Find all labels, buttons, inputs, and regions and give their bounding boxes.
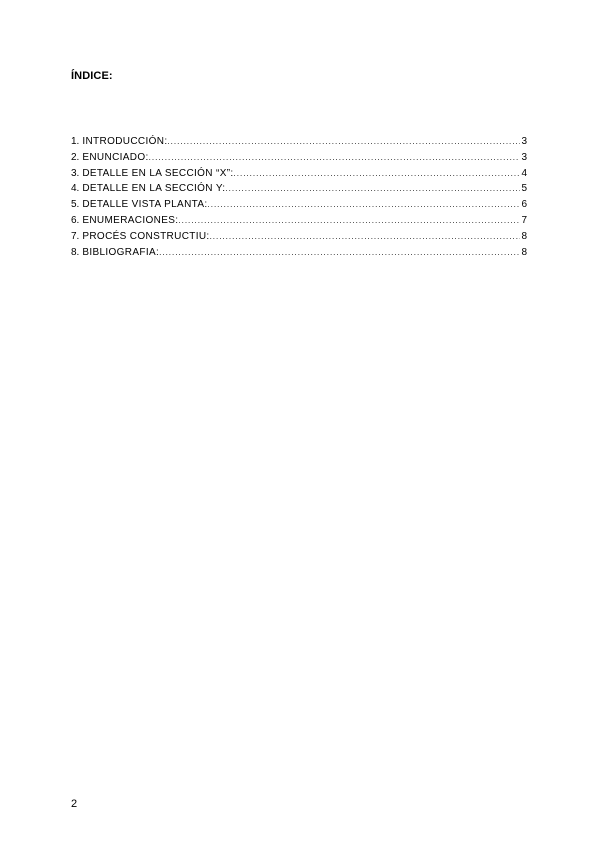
toc-entry-title: DETALLE EN LA SECCIÓN Y: — [82, 183, 226, 195]
toc-dot-leader — [210, 229, 521, 245]
toc-entry-seccion-x[interactable] — [71, 166, 527, 182]
toc-dot-leader — [208, 197, 521, 213]
toc-dot-leader — [149, 150, 521, 166]
toc-entry-introduccion[interactable] — [71, 134, 527, 150]
toc-entry-bibliografia[interactable] — [71, 245, 527, 261]
toc-entry-page: 3 — [521, 151, 527, 163]
toc-entry-enunciado[interactable] — [71, 150, 527, 166]
toc-entry-page: 8 — [521, 246, 527, 258]
toc-dot-leader — [178, 213, 520, 229]
toc-entry-number: 5. — [71, 199, 80, 211]
toc-entry-page: 3 — [521, 136, 527, 147]
toc-dot-leader — [159, 245, 520, 261]
toc-entry-title: INTRODUCCIÓN: — [82, 136, 168, 147]
toc-entry-number: 4. — [71, 183, 80, 195]
toc-dot-leader — [225, 181, 520, 197]
toc-entry-page: 6 — [521, 199, 527, 211]
toc-entry-number: 1. — [71, 136, 80, 147]
toc-entry-title: DETALLE VISTA PLANTA: — [82, 199, 208, 211]
toc-entry-title: PROCÉS CONSTRUCTIU: — [82, 230, 210, 242]
toc-entry-page: 5 — [521, 183, 527, 195]
toc-entry-title: ENUNCIADO: — [82, 151, 149, 163]
toc-dot-leader — [167, 134, 520, 150]
toc-entry-page: 8 — [521, 230, 527, 242]
toc-entry-vista-planta[interactable] — [71, 197, 527, 213]
toc-entry-title: BIBLIOGRAFIA: — [82, 246, 160, 258]
toc-entry-number: 2. — [71, 151, 80, 163]
toc-entry-page: 7 — [521, 214, 527, 226]
toc-entry-title: DETALLE EN LA SECCIÓN “X”: — [82, 167, 234, 179]
toc-dot-leader — [234, 166, 521, 182]
toc-entry-number: 7. — [71, 230, 80, 242]
toc-entry-title: ENUMERACIONES: — [82, 214, 179, 226]
toc-entry-seccion-y[interactable] — [71, 181, 527, 197]
toc-entry-number: 6. — [71, 214, 80, 226]
table-of-contents — [71, 134, 527, 260]
toc-entry-proces-constructiu[interactable] — [71, 229, 527, 245]
toc-entry-enumeraciones[interactable] — [71, 213, 527, 229]
toc-entry-number: 3. — [71, 167, 80, 179]
toc-entry-page: 4 — [521, 167, 527, 179]
index-heading: ÍNDICE: — [71, 70, 113, 82]
toc-entry-number: 8. — [71, 246, 80, 258]
page-number: 2 — [71, 798, 78, 810]
